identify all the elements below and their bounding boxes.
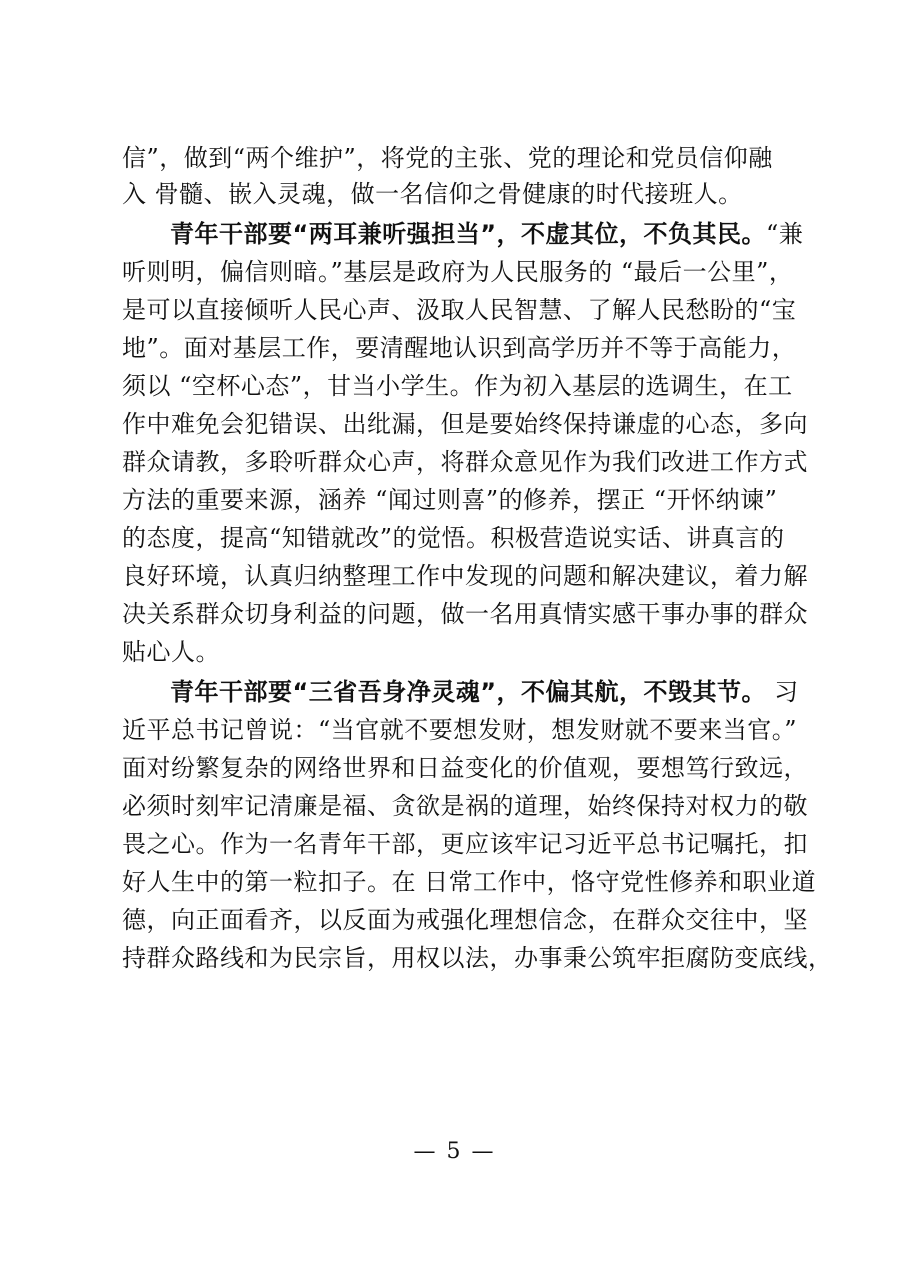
text-line: 决关系群众切身利益的问题，做一名用真情实感干事办事的群众 xyxy=(122,600,808,628)
text-line: 的态度，提高“知错就改”的觉悟。积极营造说实话、讲真言的 xyxy=(122,524,785,552)
text-line xyxy=(170,672,810,712)
paragraph-heading: 青年干部要“两耳兼听强担当”，不虚其位，不负其民。 xyxy=(170,220,767,248)
text-line: 良好环境，认真归纳整理工作中发现的问题和解决建议，着力解 xyxy=(122,562,808,590)
text-line: 德，向正面看齐，以反面为戒强化理想信念，在群众交往中，坚 xyxy=(122,906,808,934)
text-line: 畏之心。作为一名青年干部，更应该牢记习近平总书记嘱托，扣 xyxy=(122,830,808,858)
text-line: 信”，做到“两个维护”，将党的主张、党的理论和党员信仰融 xyxy=(122,144,773,172)
text-line: 入 骨髓、嵌入灵魂，做一名信仰之骨健康的时代接班人。 xyxy=(122,180,743,208)
text-line: 近平总书记曾说：“当官就不要想发财，想发财就不要来当官。” xyxy=(122,716,798,744)
text-line: 地”。面对基层工作，要清醒地认识到高学历并不等于高能力， xyxy=(122,334,797,362)
text-line: 好人生中的第一粒扣子。在 日常工作中，恪守党性修养和职业道 xyxy=(122,868,817,896)
text-line: 方法的重要来源，涵养 “闻过则喜”的修养，摆正 “开怀纳谏” xyxy=(122,486,778,514)
text-line: 面对纷繁复杂的网络世界和日益变化的价值观，要想笃行致远， xyxy=(122,754,808,782)
text-line: 贴心人。 xyxy=(122,638,220,666)
paragraph-heading: 青年干部要“三省吾身净灵魂”，不偏其航，不毁其节。 xyxy=(170,678,767,706)
text-line: 群众请教，多聆听群众心声，将群众意见作为我们改进工作方式 xyxy=(122,448,808,476)
text-line: 须以 “空杯心态”，甘当小学生。作为初入基层的选调生，在工 xyxy=(122,372,793,400)
text-line: 持群众路线和为民宗旨，用权以法，办事秉公筑牢拒腐防变底线， xyxy=(122,944,833,972)
paragraph-text: “兼 xyxy=(766,220,804,248)
page-number: — 5 — xyxy=(413,1139,496,1164)
paragraph-text: 习 xyxy=(766,678,799,706)
text-line: 听则明，偏信则暗。”基层是政府为人民服务的 “最后一公里”， xyxy=(122,258,794,286)
text-line: 必须时刻牢记清廉是福、贪欲是祸的道理，始终保持对权力的敬 xyxy=(122,792,808,820)
text-line: 是可以直接倾听人民心声、汲取人民智慧、了解人民愁盼的“宝 xyxy=(122,296,797,324)
text-line: 作中难免会犯错误、出纰漏，但是要始终保持谦虚的心态，多向 xyxy=(122,410,808,438)
text-line xyxy=(170,214,810,254)
